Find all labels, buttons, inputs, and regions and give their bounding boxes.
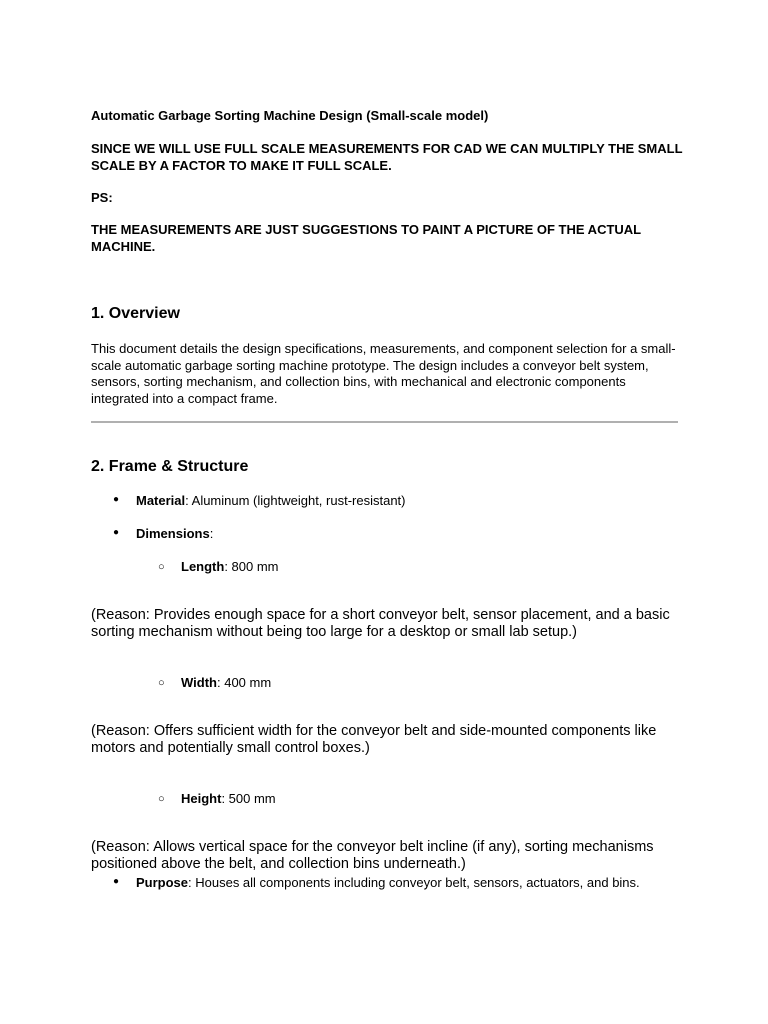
list-item-width [181, 675, 271, 690]
measurements-note: THE MEASUREMENTS ARE JUST SUGGESTIONS TO PAINT A PICTURE OF THE ACTUAL MACHINE. [91, 222, 641, 254]
width-value: : 400 mm [216, 675, 272, 690]
list-item-length [181, 559, 279, 574]
material-label: Material [136, 493, 186, 508]
bullet-icon: ● [113, 494, 120, 505]
length-value: : 800 mm [224, 559, 279, 574]
scale-note: SINCE WE WILL USE FULL SCALE MEASUREMENTS FOR CAD WE CAN MULTIPLY THE SMALL SCALE BY A FACTOR TO MAKE IT FULL SCALE. [91, 141, 683, 173]
bullet-icon: ● [113, 527, 120, 538]
height-reason: (Reason: Allows vertical space for the conveyor belt incline (if any), sorting mechanisms positioned above the belt, and collection bins underneath.) [91, 838, 654, 872]
length-reason: (Reason: Provides enough space for a short conveyor belt, sensor placement, and a basic sorting mechanism without being too large for a desktop or small lab setup.) [91, 606, 670, 640]
list-item-height [181, 791, 276, 806]
horizontal-divider [91, 421, 678, 423]
list-item-purpose [136, 875, 640, 890]
sub-bullet-icon: ○ [158, 677, 165, 689]
sub-bullet-icon: ○ [158, 561, 165, 573]
document-title: Automatic Garbage Sorting Machine Design (Small-scale model) [91, 108, 489, 123]
list-item-dimensions [136, 526, 213, 541]
sub-bullet-icon: ○ [158, 793, 165, 805]
list-item-material [136, 493, 406, 508]
width-reason: (Reason: Offers sufficient width for the conveyor belt and side-mounted components like motors and potentially small control boxes.) [91, 722, 657, 756]
dimensions-label: Dimensions [136, 526, 210, 541]
overview-heading: 1. Overview [91, 305, 180, 322]
width-label: Width [181, 675, 217, 690]
height-label: Height [181, 791, 222, 806]
frame-structure-heading: 2. Frame & Structure [91, 458, 249, 475]
overview-paragraph: This document details the design specifications, measurements, and component selection for a small-scale automatic garbage sorting machine prototype. The design includes a conveyor belt system, sensors, sorting mechanism, and collection bins, with mechanical and electronic components integrated into a compact frame. [91, 341, 676, 406]
purpose-label: Purpose [136, 875, 189, 890]
purpose-value: : Houses all components including conveyor belt, sensors, actuators, and bins. [188, 875, 640, 890]
length-label: Length [181, 559, 225, 574]
bullet-icon: ● [113, 876, 120, 887]
dimensions-suffix: : [209, 526, 214, 541]
material-value: : Aluminum (lightweight, rust-resistant) [185, 493, 406, 508]
ps-label: PS: [91, 190, 113, 205]
height-value: : 500 mm [221, 791, 276, 806]
